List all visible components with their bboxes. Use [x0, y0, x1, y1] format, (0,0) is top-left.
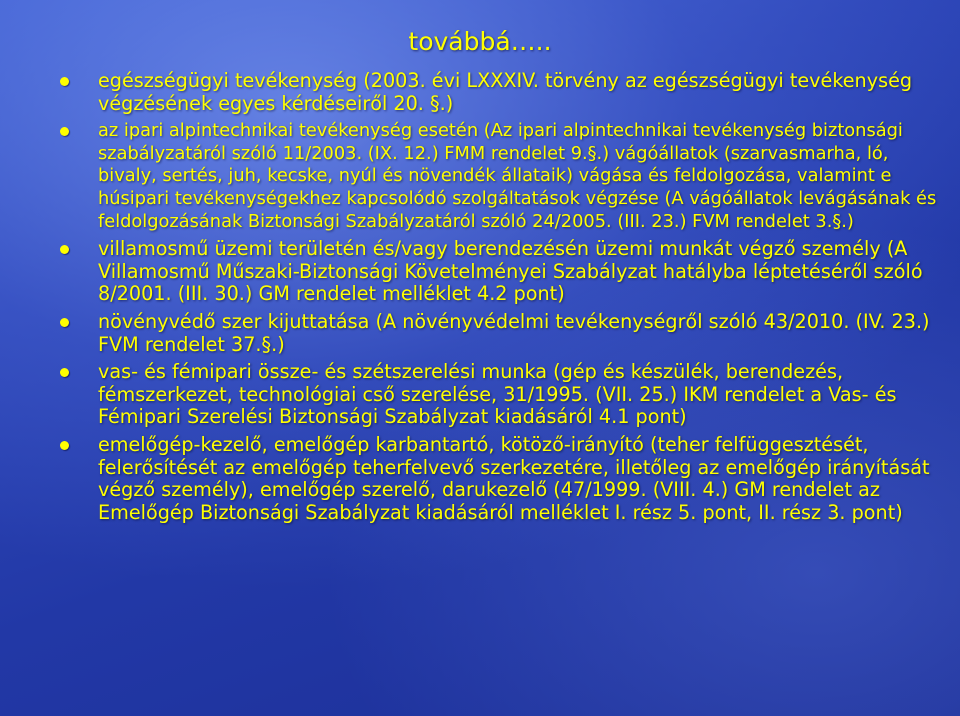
bullet-list — [60, 70, 940, 529]
bullet-text: vas- és fémipari össze- és szétszerelési munka (gép és készülék, berendezés, fémszerkezet, technológiai cső szerelése, 31/1995. (VII. 25.) IKM rendelet a Vas- és Fémipari Szerelési Biztonsági Szabályzat kiadásáról 4.1 pont) — [98, 360, 897, 429]
bullet-dot-icon — [60, 441, 69, 450]
bullet-item — [60, 238, 940, 306]
slide-title: továbbá….. — [408, 27, 552, 56]
bullet-text: növényvédő szer kijuttatása (A növényvédelmi tevékenységről szóló 43/2010. (IV. 23.) FVM rendelet 37.§.) — [98, 309, 930, 356]
bullet-item — [60, 70, 940, 115]
bullet-dot-icon — [60, 368, 69, 377]
bullet-dot-icon — [60, 77, 69, 86]
bullet-dot-icon — [60, 318, 69, 327]
bullet-item — [60, 311, 940, 356]
bullet-item — [60, 434, 940, 524]
bullet-text: emelőgép-kezelő, emelőgép karbantartó, kötöző-irányító (teher felfüggesztését, felerősítését az emelőgép teherfelvevő szerkezetére, illetőleg az emelőgép irányítását végző személy), emelőgép szerelő, darukezelő (47/1999. (VIII. 4.) GM rendelet az Emelőgép Biztonsági Szabályzat kiadásáról melléklet I. rész 5. pont, II. rész 3. pont) — [98, 432, 930, 524]
bullet-text: az ipari alpintechnikai tevékenység esetén (Az ipari alpintechnikai tevékenység biztonsági szabályzatáról szóló 11/2003. (IX. 12.) FMM rendelet 9.§.) vágóállatok (szarvasmarha, ló, bivaly, sertés, juh, kecske, nyúl és növendék állataik) vágása és feldolgozása, valamint e húsipari tevékenységekhez kapcsolódó szolgáltatások végzése (A vágóállatok levágásának és feldolgozásának Biztonsági Szabályzatáról szóló 24/2005. (III. 23.) FVM rendelet 3.§.) — [98, 120, 937, 232]
bullet-dot-icon — [60, 127, 69, 136]
bullet-item — [60, 361, 940, 429]
bullet-item — [60, 120, 940, 233]
bullet-dot-icon — [60, 245, 69, 254]
bullet-text: egészségügyi tevékenység (2003. évi LXXXIV. törvény az egészségügyi tevékenység végzésének egyes kérdéseiről 20. §.) — [98, 69, 913, 115]
bullet-text: villamosmű üzemi területén és/vagy berendezésén üzemi munkát végző személy (A Villamosmű Műszaki-Biztonsági Követelményei Szabályzat hatályba léptetéséről szóló 8/2001. (III. 30.) GM rendelet melléklet 4.2 pont) — [98, 237, 923, 306]
